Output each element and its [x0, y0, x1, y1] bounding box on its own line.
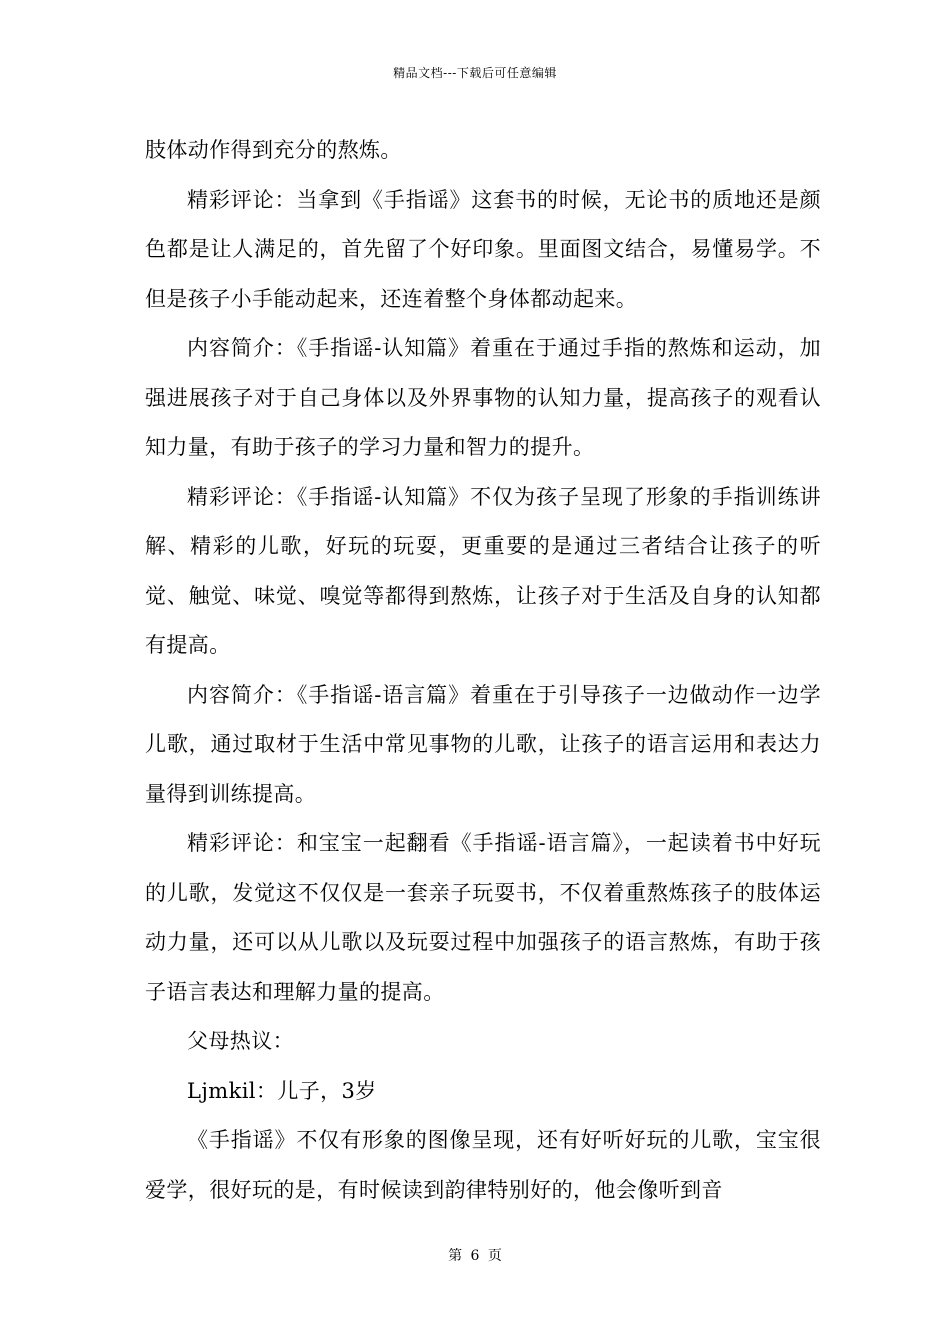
- parent-comment-text: 《手指谣》不仅有形象的图像呈现，还有好听好玩的儿歌，宝宝很爱学，很好玩的是，有时候读到韵律特别好的，他会像听到音: [145, 1128, 821, 1202]
- review-paragraph-cognition: 精彩评论：《手指谣-认知篇》不仅为孩子呈现了形象的手指训练讲解、精彩的儿歌，好玩的玩耍，更重要的是通过三者结合让孩子的听觉、触觉、味觉、嗅觉等都得到熬炼，让孩子对于生活及自身的认知都有提高。: [145, 484, 821, 657]
- body-paragraph-1: 肢体动作得到充分的熬炼。: [145, 138, 402, 162]
- parent-comment-author: Ljmkil：儿子，3岁: [187, 1078, 377, 1103]
- summary-paragraph-language: 内容简介：《手指谣-语言篇》着重在于引导孩子一边做动作一边学儿歌，通过取材于生活中常见事物的儿歌，让孩子的语言运用和表达力量得到训练提高。: [145, 682, 821, 806]
- review-paragraph-language: 精彩评论：和宝宝一起翻看《手指谣-语言篇》，一起读着书中好玩的儿歌，发觉这不仅仅是一套亲子玩耍书，不仅着重熬炼孩子的肢体运动力量，还可以从儿歌以及玩耍过程中加强孩子的语言熬炼，有助于孩子语言表达和理解力量的提高。: [145, 831, 821, 1004]
- review-paragraph-1: 精彩评论：当拿到《手指谣》这套书的时候，无论书的质地还是颜色都是让人满足的，首先留了个好印象。里面图文结合，易懂易学。不但是孩子小手能动起来，还连着整个身体都动起来。: [145, 187, 821, 311]
- document-body: [145, 126, 821, 1215]
- parents-discussion-heading: 父母热议：: [187, 1029, 294, 1053]
- summary-paragraph-cognition: 内容简介：《手指谣-认知篇》着重在于通过手指的熬炼和运动，加强进展孩子对于自己身体以及外界事物的认知力量，提高孩子的观看认知力量，有助于孩子的学习力量和智力的提升。: [145, 336, 821, 459]
- page-header: 精品文档---下载后可任意编辑: [393, 66, 557, 80]
- page-number: 第 6 页: [448, 1248, 502, 1264]
